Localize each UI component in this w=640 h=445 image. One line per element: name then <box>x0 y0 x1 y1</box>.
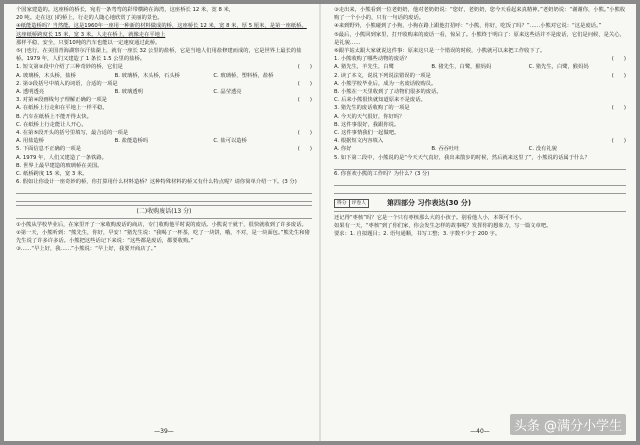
option: C. 这件事情我们一起做吧。 <box>334 130 400 137</box>
answer-line[interactable] <box>334 162 626 170</box>
page-number: —40— <box>470 427 490 435</box>
exam-sheet <box>4 4 636 441</box>
paragraph: ④纸能造桥吗？当然能。这是1960年一座用一种新的材料做成的桥，这座桥长 12 米，宽 8 米，厚 5 厘米，是第一座纸桥。这座纸桥跨度长 15 米，宽 3 米。人走在桥上，就像走在平地上 <box>16 23 307 38</box>
paragraph: 要求：1. 自拟题目；2. 语句通顺，书写工整；3. 字数不少于 200 字。 <box>334 231 501 238</box>
option: C. 后来小熊很快就知道原来不是废话。 <box>334 97 426 104</box>
paragraph: ④来到野外，小熊碰到了小狗，小狗在路上跟他打招呼：“小熊，你好，吃饭了吗？”……小熊对它说：“这是废话。” <box>334 23 602 30</box>
option: A. 在纸桥上行走和在平地上一样平稳。 <box>16 105 108 112</box>
writing-prompt <box>334 211 626 239</box>
paragraph: ③走出来，小熊看到一位老奶奶，他对老奶奶说：“您好，老奶奶，您今天看起来真精神。”老奶奶说：“谢谢你，小熊。”小熊收购了一个小小的，只有一句话的废话。 <box>334 7 626 22</box>
question: 1. 小熊收购了哪些动物的废话？ ( ) <box>334 56 626 63</box>
option: C. 纸桥跨度 15 米，宽 3 米。 <box>16 171 88 178</box>
option: B. 小熊在一天里收到了了动物们很多的废话。 <box>334 89 442 96</box>
paragraph: 那样平稳、安全，只要10吨的汽车也能以一定速度通过此桥。 <box>16 39 161 46</box>
paragraph: ②第一天，小熊听到：“熊先生，你好，早安！”猪先生说：“我喝了一杯茶，吃了一块饼，哦，不对，是一块面包。”熊先生和猪先生说了许多许多话。小熊把这些话记下来说：“这些都是废话，都要收购。” <box>16 229 310 245</box>
option: B. 世界上最早建造的玻璃桥在美国。 <box>16 162 103 169</box>
paragraph: ⑥跟羊姑太跟大家就说这件事：原来这只是一个错误的时候，小熊就可以来把工作收下了。 <box>334 48 546 55</box>
option: B. 这件事很好，我跟你说。 <box>334 121 400 128</box>
question: 5. 如下第二段中，小熊说的是“今天天气真好，我出来散步的时候，然后就来这里了”，小熊说的话属于什么？ <box>334 154 590 161</box>
question: 3. 对第④段画线句子理解正确的一项是 ( ) <box>16 97 312 104</box>
paragraph: 还记得“枣核”吗？它是一个只有枣核那么大的小孩子。别看他人小，本领可不小。 <box>334 214 525 221</box>
option: A. 今天的天气很好，你好吗？ <box>334 113 405 120</box>
answer-line[interactable] <box>16 194 312 202</box>
section-title: (二)收购废话(13 分) <box>16 205 312 218</box>
page-number: —39— <box>154 427 174 435</box>
paragraph: ⑤最后，小熊回到家里，打开收购来的废话一看，惊呆了。小熊终于明白了：原来这些话并不是废话，它们是问候，是关心，是礼貌…… <box>334 31 625 46</box>
option: A. 1979 年，人们又建造了一条铁路。 <box>16 154 107 161</box>
watermark: 头条 @满分小学生 <box>510 414 626 435</box>
question: 6. 假如让你设计一座奇妙的桥，你打算用什么材料造桥？这种特殊材料的桥又有什么特点呢？请你简单介绍一下。(3 分) <box>16 179 297 186</box>
paragraph: ③……“早上好，我……”小熊说：“早上好，我要开商店了。” <box>16 246 157 253</box>
paragraph: ⑤( )也行，在美国青海湖察尔汗盐湖上，就有一座长 32 公里的盐桥，它是当地人们用盐修建而成的，它是世界上最长的盐桥。1979 年，人们又建造了 1 条长 1.5 公里的盐桥。 <box>16 48 302 63</box>
answer-line[interactable] <box>334 186 626 194</box>
question: 1. 短文第②段中介绍了三种奇妙的桥，它们是 ( ) <box>16 64 312 71</box>
option: C. 在纸桥上行走能让人开心。 <box>16 121 87 128</box>
part-title: 第四部分 习作表达(30 分) <box>387 199 472 208</box>
question: 2. 第③段括号中填入的词语，合适的一项是 ( ) <box>16 80 312 87</box>
question: 3. 猪先生的废话收购了的一项是 ( ) <box>334 105 626 112</box>
paragraph: 个国家建造的。这座桥的桥长，宛若一条弯弯的彩带横跨在海湾，这座桥长 12 米，宽 8 米， <box>16 7 235 13</box>
options: A. 你好 B. 吞吞吐吐 C. 没有礼貌 <box>334 146 557 153</box>
question: 5. 下面信息不正确的一项是 ( ) <box>16 146 312 153</box>
question: 2. 读了本文，说说下列说法错误的一项是 ( ) <box>334 72 626 79</box>
question: 6. 你喜欢小熊的工作吗？为什么？(3 分) <box>334 170 430 177</box>
answer-line[interactable] <box>16 186 312 194</box>
paragraph: 20 吨。走在这( )的桥上，行走的人随心地欣赏了美丽的景色。 <box>16 15 163 22</box>
paragraph: ①小熊从学校毕业后，在家里开了一家收购废话的商店，专门收购他平时说的废话。小熊说干就干，很快就收到了许多废话。 <box>16 221 307 228</box>
options: A. 透明透亮 B. 玻璃透明 C. 晶莹透亮 <box>16 89 242 96</box>
page-spine <box>319 4 321 441</box>
part-header <box>334 198 626 209</box>
options: A. 玻璃桥，木头桥，盐桥 B. 玻璃桥，木头桥，石头桥 C. 玻璃桥，塑料桥，盐桥 <box>16 72 274 79</box>
right-page <box>334 6 626 436</box>
option: B. 汽车在纸桥上不能开得太快。 <box>16 113 92 120</box>
question: 4. 根据短文内容填入 ( ) <box>334 138 626 145</box>
left-page <box>16 6 312 436</box>
option: A. 小熊学校毕业后，成为一名废话收购员。 <box>334 80 437 87</box>
options: A. 用盐造桥 B. 盐能造桥吗 C. 盐可以造桥 <box>16 138 247 145</box>
question: 4. 在第⑤段开头的括号里填写，最合适的一项是 ( ) <box>16 130 312 137</box>
paragraph: 如果有一天，“枣核”到了你们家，你会发生怎样的故事呢？发挥你的想象力，写一篇文章吧。 <box>334 223 552 230</box>
options: A. 猪先生，羊先生，白鹭 B. 猪先生，白鹭，猴妈妈 C. 猪先生，白鹭，猴妈妈 <box>334 64 589 71</box>
score-box: 得分 评卷人 <box>334 199 369 208</box>
answer-line[interactable] <box>334 178 626 186</box>
